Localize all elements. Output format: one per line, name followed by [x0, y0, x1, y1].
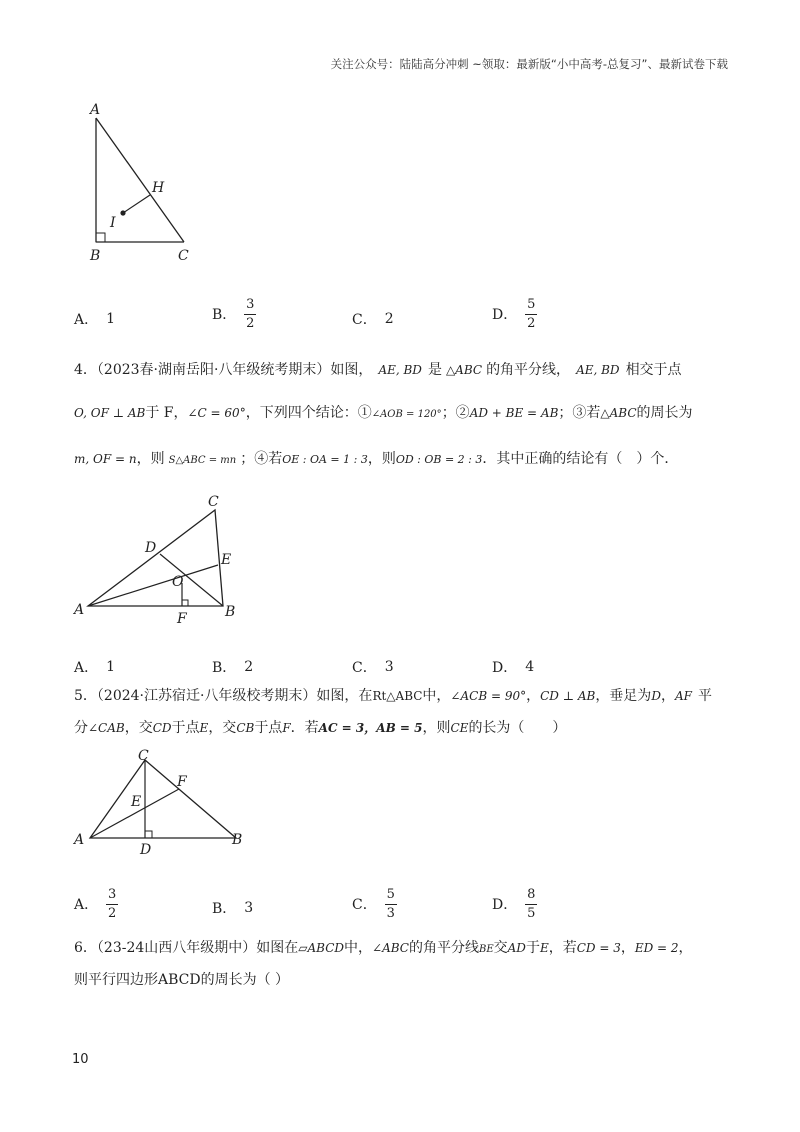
q5-line-1: 5．（2024·江苏宿迁·八年级校考期末）如图，在Rt△ABC中，∠ACB = 90°，CD ⊥ AB，垂足为D，AF 平	[74, 688, 712, 704]
option-letter: C．	[352, 897, 377, 914]
figure-q5-right-triangle	[68, 748, 258, 858]
q4-option-a[interactable]	[74, 657, 115, 677]
q6-line-2: 则平行四边形ABCD的周长为（ ）	[74, 972, 290, 988]
label-b: B	[225, 604, 236, 620]
label-a: A	[74, 832, 85, 848]
q3-option-c[interactable]	[352, 309, 394, 329]
q5-option-b[interactable]	[212, 898, 253, 918]
q5-option-d[interactable]	[492, 888, 537, 920]
option-letter: C．	[352, 312, 377, 328]
label-e: E	[131, 794, 142, 810]
option-letter: B．	[212, 901, 237, 917]
option-value: 2	[384, 311, 394, 327]
label-f: F	[177, 774, 187, 790]
label-b: B	[232, 832, 243, 848]
option-fraction: $\frac{8}{5}$	[527, 887, 536, 921]
label-o: O	[172, 574, 184, 590]
q6-line-1: 6．（23-24山西八年级期中）如图在▱ABCD中，∠ABC的角平分线BE交AD于E，若CD = 3，ED = 2，	[74, 940, 693, 956]
option-fraction: $\frac{3}{2}$	[107, 887, 117, 921]
label-i: I	[110, 215, 116, 231]
option-fraction: $\frac{5}{2}$	[527, 297, 536, 331]
label-f: F	[177, 611, 187, 627]
option-fraction: $\frac{3}{2}$	[246, 297, 255, 331]
q3-option-a[interactable]	[74, 309, 115, 329]
label-b: B	[90, 248, 101, 264]
q4-line-2: O, OF ⊥ AB于 F，∠C = 60°，下列四个结论：①∠AOB = 120°；②AD + BE = AB；③若△ABC的周长为	[74, 405, 693, 421]
option-value: 4	[525, 659, 535, 675]
option-letter: D．	[492, 660, 518, 676]
option-letter: C．	[352, 660, 377, 676]
label-c: C	[178, 248, 189, 264]
q4-option-b[interactable]	[212, 657, 253, 677]
q4-option-d[interactable]	[492, 657, 534, 677]
label-h: H	[152, 180, 165, 196]
label-d: D	[140, 842, 152, 858]
page-number: 10	[72, 1052, 89, 1067]
label-a: A	[90, 102, 101, 118]
label-e: E	[221, 552, 232, 568]
option-letter: B．	[212, 307, 237, 324]
option-letter: B．	[212, 660, 237, 676]
figure-q4-triangle	[68, 490, 248, 630]
label-d: D	[145, 540, 157, 556]
q5-line-2: 分∠CAB，交CD于点E，交CB于点F．若AC = 3，AB = 5，则CE的长为（ ）	[74, 720, 567, 736]
option-letter: A．	[74, 660, 99, 676]
q5-option-c[interactable]	[352, 888, 397, 920]
option-letter: D．	[492, 307, 518, 324]
q4-line-1: 4．（2023春·湖南岳阳·八年级统考期末）如图， AE, BD 是 △ABC 的角平分线， AE, BD 相交于点	[74, 362, 682, 378]
label-c: C	[208, 494, 219, 510]
option-value: 1	[106, 659, 116, 675]
label-c: C	[138, 748, 149, 764]
figure-triangle-abc-incenter	[82, 100, 202, 270]
option-fraction: $\frac{5}{3}$	[386, 887, 395, 921]
option-value: 2	[244, 659, 254, 675]
q4-line-3: m, OF = n，则 S△ABC = mn ；④若OE : OA = 1 : 3，则OD : OB = 2 : 3．其中正确的结论有（ ）个．	[74, 451, 679, 467]
option-letter: A．	[74, 312, 99, 328]
q4-option-c[interactable]	[352, 657, 394, 677]
q3-option-d[interactable]	[492, 298, 537, 330]
option-letter: D．	[492, 897, 518, 914]
option-value: 3	[384, 659, 394, 675]
q3-option-b[interactable]	[212, 298, 256, 330]
option-value: 1	[106, 311, 116, 327]
page-header: 关注公众号：陆陆高分冲刺 ~领取：最新版“小中高考-总复习”、最新试卷下载	[330, 57, 728, 71]
option-value: 3	[244, 900, 254, 916]
option-letter: A．	[74, 897, 99, 914]
label-a: A	[74, 602, 85, 618]
q5-option-a[interactable]	[74, 888, 118, 920]
